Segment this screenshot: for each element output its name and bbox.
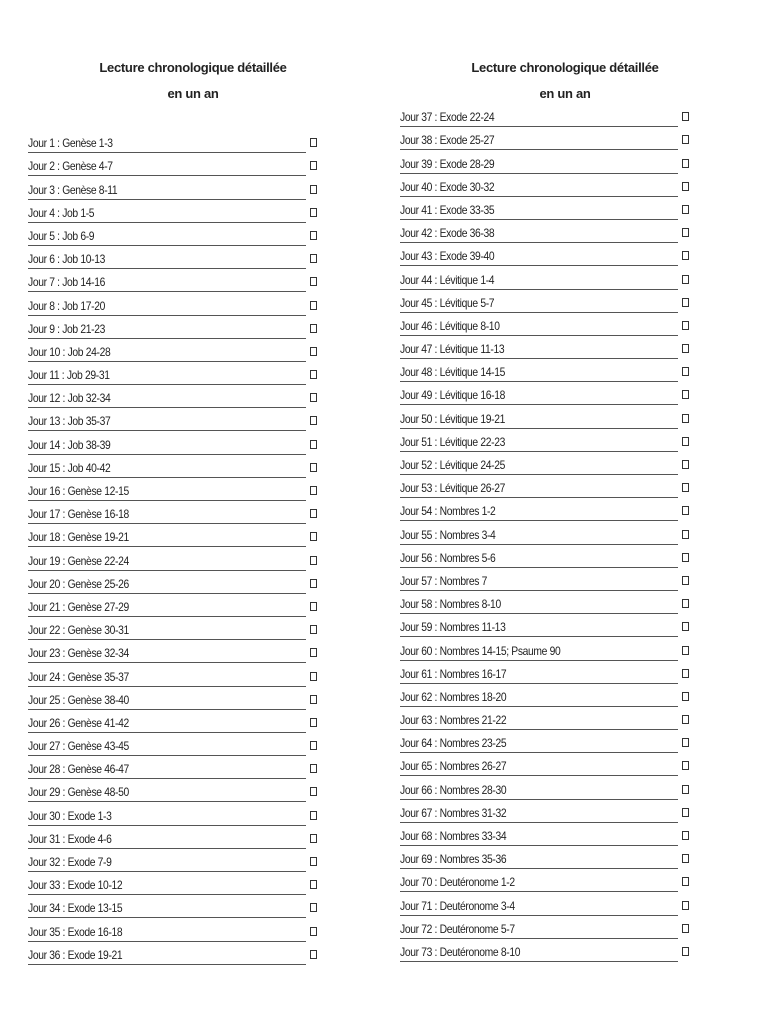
list-item xyxy=(28,872,320,895)
checkbox[interactable] xyxy=(310,347,317,356)
list-item xyxy=(28,779,320,802)
checkbox[interactable] xyxy=(682,112,689,121)
checkbox[interactable] xyxy=(310,927,317,936)
reading-label: Jour 67 : Nombres 31-32 xyxy=(400,805,507,820)
list-item xyxy=(400,939,692,962)
checkbox[interactable] xyxy=(310,370,317,379)
checkbox[interactable] xyxy=(682,808,689,817)
reading-label: Jour 26 : Genèse 41-42 xyxy=(28,715,129,730)
list-item xyxy=(400,266,692,289)
checkbox[interactable] xyxy=(682,646,689,655)
checkbox[interactable] xyxy=(310,579,317,588)
checkbox[interactable] xyxy=(310,718,317,727)
list-item xyxy=(28,942,320,965)
checkbox[interactable] xyxy=(682,599,689,608)
checkbox[interactable] xyxy=(682,877,689,886)
list-item xyxy=(400,475,692,498)
list-item xyxy=(400,104,692,127)
list-item xyxy=(400,452,692,475)
reading-label: Jour 73 : Deutéronome 8-10 xyxy=(400,944,521,959)
reading-label: Jour 50 : Lévitique 19-21 xyxy=(400,411,506,426)
list-item xyxy=(400,545,692,568)
list-item xyxy=(28,895,320,918)
checkbox[interactable] xyxy=(310,834,317,843)
list-item xyxy=(28,710,320,733)
checkbox[interactable] xyxy=(310,903,317,912)
checkbox[interactable] xyxy=(310,811,317,820)
list-item xyxy=(400,684,692,707)
reading-label: Jour 35 : Exode 16-18 xyxy=(28,924,123,939)
checkbox[interactable] xyxy=(682,715,689,724)
checkbox[interactable] xyxy=(310,486,317,495)
reading-label: Jour 13 : Job 35-37 xyxy=(28,414,111,429)
reading-label: Jour 30 : Exode 1-3 xyxy=(28,808,112,823)
list-item xyxy=(400,243,692,266)
list-item xyxy=(400,290,692,313)
list-item xyxy=(28,733,320,756)
reading-label: Jour 61 : Nombres 16-17 xyxy=(400,666,507,681)
reading-label: Jour 20 : Genèse 25-26 xyxy=(28,576,129,591)
reading-label: Jour 33 : Exode 10-12 xyxy=(28,878,123,893)
checkbox[interactable] xyxy=(310,648,317,657)
checkbox[interactable] xyxy=(682,924,689,933)
list-item xyxy=(28,455,320,478)
reading-label: Jour 47 : Lévitique 11-13 xyxy=(400,342,505,357)
reading-label: Jour 52 : Lévitique 24-25 xyxy=(400,458,506,472)
checkbox[interactable] xyxy=(310,277,317,286)
checkbox[interactable] xyxy=(682,761,689,770)
list-item xyxy=(400,823,692,846)
reading-label: Jour 19 : Genèse 22-24 xyxy=(28,553,129,568)
checkbox[interactable] xyxy=(310,440,317,449)
page-title: Lecture chronologique détaillée xyxy=(471,60,659,75)
reading-label: Jour 32 : Exode 7-9 xyxy=(28,855,112,869)
checkbox[interactable] xyxy=(682,275,689,284)
page-subtitle: en un an xyxy=(539,86,591,101)
reading-label: Jour 46 : Lévitique 8-10 xyxy=(400,318,500,333)
list-item xyxy=(28,524,320,547)
list-item xyxy=(400,916,692,939)
list-item xyxy=(400,150,692,173)
list-item xyxy=(400,127,692,150)
reading-label: Jour 10 : Job 24-28 xyxy=(28,344,111,359)
list-item xyxy=(28,408,320,431)
reading-label: Jour 22 : Genèse 30-31 xyxy=(28,623,129,638)
checkbox[interactable] xyxy=(682,182,689,191)
list-item xyxy=(28,246,320,269)
reading-label: Jour 56 : Nombres 5-6 xyxy=(400,550,496,565)
checkbox[interactable] xyxy=(682,553,689,562)
checkbox[interactable] xyxy=(310,880,317,889)
checkbox[interactable] xyxy=(682,390,689,399)
list-item xyxy=(400,359,692,382)
list-item xyxy=(400,707,692,730)
reading-label: Jour 36 : Exode 19-21 xyxy=(28,947,123,962)
list-item xyxy=(28,501,320,524)
list-item xyxy=(400,869,692,892)
reading-label: Jour 37 : Exode 22-24 xyxy=(400,110,495,125)
checkbox[interactable] xyxy=(682,344,689,353)
list-item xyxy=(28,849,320,872)
list-item xyxy=(28,663,320,686)
page-title: Lecture chronologique détaillée xyxy=(99,60,287,75)
checkbox[interactable] xyxy=(682,321,689,330)
list-item xyxy=(28,547,320,570)
underline-rule xyxy=(400,961,678,962)
reading-label: Jour 40 : Exode 30-32 xyxy=(400,179,495,194)
checkbox[interactable] xyxy=(310,556,317,565)
reading-label: Jour 68 : Nombres 33-34 xyxy=(400,829,507,843)
reading-label: Jour 25 : Genèse 38-40 xyxy=(28,692,129,707)
reading-label: Jour 12 : Job 32-34 xyxy=(28,391,111,406)
reading-label: Jour 34 : Exode 13-15 xyxy=(28,901,123,916)
list-item xyxy=(28,594,320,617)
checkbox[interactable] xyxy=(682,785,689,794)
checkbox[interactable] xyxy=(310,416,317,425)
checkbox[interactable] xyxy=(310,764,317,773)
checkbox[interactable] xyxy=(310,185,317,194)
reading-label: Jour 59 : Nombres 11-13 xyxy=(400,620,506,635)
checkbox[interactable] xyxy=(682,506,689,515)
list-item xyxy=(400,730,692,753)
reading-label: Jour 24 : Genèse 35-37 xyxy=(28,669,129,684)
list-item xyxy=(28,176,320,199)
checkbox[interactable] xyxy=(310,741,317,750)
checkbox[interactable] xyxy=(310,532,317,541)
reading-label: Jour 72 : Deutéronome 5-7 xyxy=(400,921,515,936)
list-item xyxy=(400,661,692,684)
list-item xyxy=(400,800,692,823)
checkbox[interactable] xyxy=(310,602,317,611)
list-item xyxy=(28,640,320,663)
checkbox[interactable] xyxy=(682,228,689,237)
reading-label: Jour 5 : Job 6-9 xyxy=(28,228,95,243)
reading-label: Jour 21 : Genèse 27-29 xyxy=(28,599,129,614)
reading-label: Jour 23 : Genèse 32-34 xyxy=(28,646,129,661)
reading-label: Jour 39 : Exode 28-29 xyxy=(400,156,495,171)
reading-label: Jour 2 : Genèse 4-7 xyxy=(28,159,113,174)
reading-label: Jour 64 : Nombres 23-25 xyxy=(400,736,507,751)
list-item xyxy=(28,385,320,408)
reading-label: Jour 29 : Genèse 48-50 xyxy=(28,785,129,800)
list-item xyxy=(400,336,692,359)
checkbox[interactable] xyxy=(682,831,689,840)
reading-label: Jour 55 : Nombres 3-4 xyxy=(400,527,496,542)
checkbox[interactable] xyxy=(682,205,689,214)
checkbox[interactable] xyxy=(310,393,317,402)
list-item xyxy=(400,637,692,660)
checkbox[interactable] xyxy=(310,208,317,217)
checkbox[interactable] xyxy=(682,530,689,539)
list-item xyxy=(400,197,692,220)
list-item xyxy=(28,826,320,849)
checkbox[interactable] xyxy=(682,947,689,956)
list-item xyxy=(28,362,320,385)
checkbox[interactable] xyxy=(682,854,689,863)
checkbox[interactable] xyxy=(682,692,689,701)
reading-label: Jour 65 : Nombres 26-27 xyxy=(400,759,507,774)
reading-label: Jour 1 : Genèse 1-3 xyxy=(28,136,113,151)
reading-label: Jour 28 : Genèse 46-47 xyxy=(28,762,129,777)
list-item xyxy=(28,269,320,292)
reading-label: Jour 4 : Job 1-5 xyxy=(28,205,95,220)
reading-label: Jour 42 : Exode 36-38 xyxy=(400,226,495,241)
list-item xyxy=(28,687,320,710)
list-item xyxy=(400,614,692,637)
checkbox[interactable] xyxy=(310,950,317,959)
reading-label: Jour 62 : Nombres 18-20 xyxy=(400,689,507,704)
checkbox[interactable] xyxy=(682,483,689,492)
list-item xyxy=(400,846,692,869)
list-item xyxy=(28,200,320,223)
reading-label: Jour 43 : Exode 39-40 xyxy=(400,249,495,264)
checkbox[interactable] xyxy=(310,857,317,866)
list-item xyxy=(400,776,692,799)
checkbox[interactable] xyxy=(310,463,317,472)
reading-label: Jour 54 : Nombres 1-2 xyxy=(400,504,496,519)
checkbox[interactable] xyxy=(310,625,317,634)
checkbox[interactable] xyxy=(310,695,317,704)
list-item xyxy=(28,223,320,246)
reading-label: Jour 41 : Exode 33-35 xyxy=(400,202,495,217)
reading-list-right xyxy=(400,104,692,962)
checkbox[interactable] xyxy=(682,367,689,376)
reading-label: Jour 38 : Exode 25-27 xyxy=(400,133,495,148)
checkbox[interactable] xyxy=(310,254,317,263)
list-item xyxy=(400,498,692,521)
reading-label: Jour 14 : Job 38-39 xyxy=(28,437,111,452)
underline-rule xyxy=(28,964,306,965)
list-item xyxy=(28,617,320,640)
list-item xyxy=(28,292,320,315)
reading-list-left xyxy=(28,130,320,965)
reading-label: Jour 69 : Nombres 35-36 xyxy=(400,852,507,867)
list-item xyxy=(400,521,692,544)
reading-label: Jour 27 : Genèse 43-45 xyxy=(28,739,129,754)
reading-label: Jour 70 : Deutéronome 1-2 xyxy=(400,875,515,890)
checkbox[interactable] xyxy=(310,138,317,147)
checkbox[interactable] xyxy=(310,324,317,333)
reading-label: Jour 71 : Deutéronome 3-4 xyxy=(400,898,515,913)
reading-label: Jour 57 : Nombres 7 xyxy=(400,573,487,588)
list-item xyxy=(400,892,692,915)
reading-label: Jour 63 : Nombres 21-22 xyxy=(400,713,507,728)
reading-label: Jour 44 : Lévitique 1-4 xyxy=(400,272,495,287)
checkbox[interactable] xyxy=(682,622,689,631)
checkbox[interactable] xyxy=(310,301,317,310)
checkbox[interactable] xyxy=(310,672,317,681)
list-item xyxy=(400,174,692,197)
list-item xyxy=(28,918,320,941)
checkbox[interactable] xyxy=(682,135,689,144)
list-item xyxy=(28,571,320,594)
reading-label: Jour 3 : Genèse 8-11 xyxy=(28,182,118,197)
list-item xyxy=(400,591,692,614)
checkbox[interactable] xyxy=(682,901,689,910)
reading-label: Jour 7 : Job 14-16 xyxy=(28,275,105,290)
checkbox[interactable] xyxy=(310,231,317,240)
checkbox[interactable] xyxy=(682,669,689,678)
list-item xyxy=(28,316,320,339)
list-item xyxy=(28,153,320,176)
reading-label: Jour 11 : Job 29-31 xyxy=(28,368,110,383)
reading-label: Jour 60 : Nombres 14-15; Psaume 90 xyxy=(400,643,561,658)
list-item xyxy=(400,382,692,405)
page-subtitle: en un an xyxy=(167,86,219,101)
list-item xyxy=(28,130,320,153)
checkbox[interactable] xyxy=(682,460,689,469)
reading-label: Jour 17 : Genèse 16-18 xyxy=(28,507,129,522)
reading-label: Jour 16 : Genèse 12-15 xyxy=(28,484,129,498)
reading-label: Jour 18 : Genèse 19-21 xyxy=(28,530,129,545)
checkbox[interactable] xyxy=(682,251,689,260)
list-item xyxy=(400,753,692,776)
list-item xyxy=(28,802,320,825)
checkbox[interactable] xyxy=(682,738,689,747)
checkbox[interactable] xyxy=(682,298,689,307)
reading-label: Jour 15 : Job 40-42 xyxy=(28,460,111,475)
checkbox[interactable] xyxy=(310,787,317,796)
reading-label: Jour 49 : Lévitique 16-18 xyxy=(400,388,506,403)
checkbox[interactable] xyxy=(310,161,317,170)
checkbox[interactable] xyxy=(682,437,689,446)
checkbox[interactable] xyxy=(682,159,689,168)
reading-label: Jour 8 : Job 17-20 xyxy=(28,298,105,313)
list-item xyxy=(400,313,692,336)
list-item xyxy=(400,568,692,591)
reading-label: Jour 31 : Exode 4-6 xyxy=(28,831,112,846)
list-item xyxy=(400,405,692,428)
reading-label: Jour 45 : Lévitique 5-7 xyxy=(400,295,495,310)
reading-label: Jour 53 : Lévitique 26-27 xyxy=(400,481,506,496)
list-item xyxy=(28,756,320,779)
reading-label: Jour 6 : Job 10-13 xyxy=(28,252,105,267)
checkbox[interactable] xyxy=(682,576,689,585)
list-item xyxy=(28,339,320,362)
reading-label: Jour 51 : Lévitique 22-23 xyxy=(400,434,506,449)
reading-label: Jour 48 : Lévitique 14-15 xyxy=(400,365,506,380)
list-item xyxy=(400,429,692,452)
list-item xyxy=(28,431,320,454)
checkbox[interactable] xyxy=(682,414,689,423)
list-item xyxy=(400,220,692,243)
list-item xyxy=(28,478,320,501)
reading-label: Jour 9 : Job 21-23 xyxy=(28,321,105,336)
checkbox[interactable] xyxy=(310,509,317,518)
reading-label: Jour 58 : Nombres 8-10 xyxy=(400,597,501,612)
reading-label: Jour 66 : Nombres 28-30 xyxy=(400,782,507,797)
